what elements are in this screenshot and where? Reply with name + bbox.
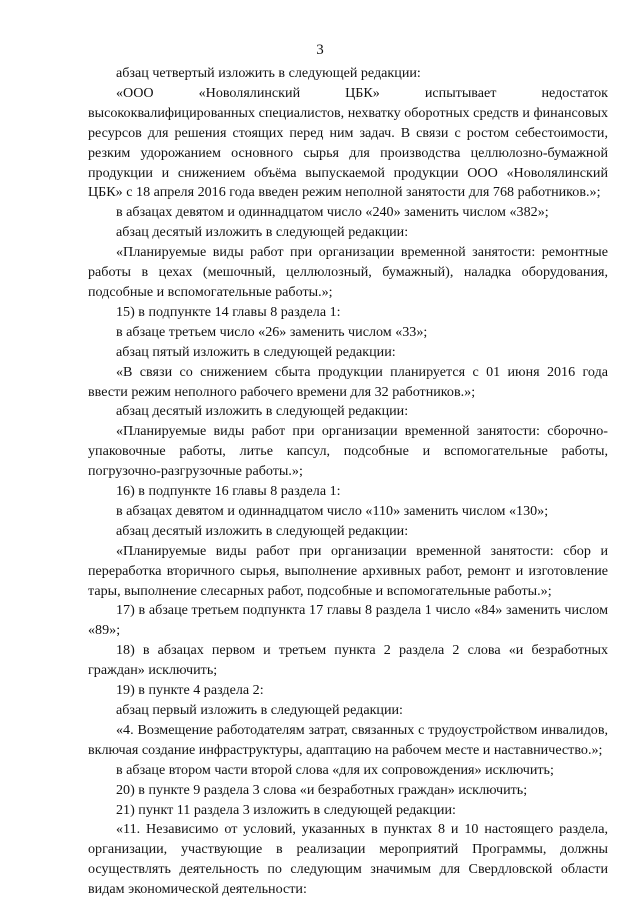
paragraph: 20) в пункте 9 раздела 3 слова «и безработных граждан» исключить; (116, 781, 528, 798)
paragraph: «В связи со снижением сбыта продукции планируется с 01 июня 2016 года ввести режим неполного рабочего времени для 32 работников.»; (88, 363, 608, 400)
paragraph: 15) в подпункте 14 главы 8 раздела 1: (116, 303, 341, 320)
paragraph: «Планируемые виды работ при организации временной занятости: сбор и переработка вторичного сырья, выполнение архивных работ, ремонт и изготовление тары, выполнение слесарных работ, подсобные и вспомогательные работы.»; (88, 542, 608, 599)
paragraph: «4. Возмещение работодателям затрат, связанных с трудоустройством инвалидов, включая создание инфраструктуры, адаптацию на рабочем месте и наставничество.»; (88, 721, 608, 758)
paragraph: 21) пункт 11 раздела 3 изложить в следующей редакции: (116, 801, 456, 818)
paragraph: абзац первый изложить в следующей редакции: (116, 702, 403, 718)
paragraph: абзац десятый изложить в следующей редакции: (116, 522, 409, 539)
paragraph: в абзацах девятом и одиннадцатом число «110» заменить числом «130»; (116, 502, 549, 519)
paragraph: 16) в подпункте 16 главы 8 раздела 1: (116, 483, 341, 500)
paragraph: «Планируемые виды работ при организации временной занятости: сборочно-упаковочные работы, литье капсул, подсобные и вспомогательные работы, погрузочно-разгрузочные работы.»; (88, 423, 608, 480)
paragraph: 17) в абзаце третьем подпункта 17 главы 8 раздела 1 число «84» заменить числом «89»; (88, 602, 608, 639)
paragraph: абзац десятый изложить в следующей редакции: (116, 224, 409, 241)
paragraph: абзац четвертый изложить в следующей редакции: (116, 65, 421, 81)
paragraph: 18) в абзацах первом и третьем пункта 2 раздела 2 слова «и безработных граждан» исключить; (88, 642, 608, 679)
paragraph: «ООО «Новолялинский ЦБК» испытывает недостаток высококвалифицированных специалистов, нехватку оборотных средств и финансовых ресурсов для решения стоящих перед ним задач. В связи с ростом себестоимости, резким удорожанием основного сырья для производства целлюлозно-бумажной продукции и снижением объёма выпускаемой продукции ООО «Новолялинский ЦБК» с 18 апреля 2016 года введен режим неполной занятости для 768 работников.»; (88, 84, 608, 201)
document-body (88, 64, 608, 900)
paragraph: 19) в пункте 4 раздела 2: (116, 682, 264, 699)
paragraph: «Планируемые виды работ при организации временной занятости: ремонтные работы в цехах (мешочный, целлюлозный, бумажный), наладка оборудования, подсобные и вспомогательные работы.»; (88, 244, 608, 300)
paragraph: в абзаце третьем число «26» заменить числом «33»; (116, 323, 428, 340)
paragraph: абзац пятый изложить в следующей редакции: (116, 343, 396, 360)
paragraph: «11. Независимо от условий, указанных в пунктах 8 и 10 настоящего раздела, организации, участвующие в реализации мероприятий Программы, должны осуществлять деятельность по следующим значимым для Свердловской области видам экономической деятельности: (88, 821, 608, 898)
paragraph: в абзацах девятом и одиннадцатом число «240» заменить числом «382»; (116, 204, 549, 221)
page-number: 3 (316, 42, 324, 58)
paragraph: в абзаце втором части второй слова «для их сопровождения» исключить; (116, 761, 554, 778)
paragraph: абзац десятый изложить в следующей редакции: (116, 403, 409, 420)
